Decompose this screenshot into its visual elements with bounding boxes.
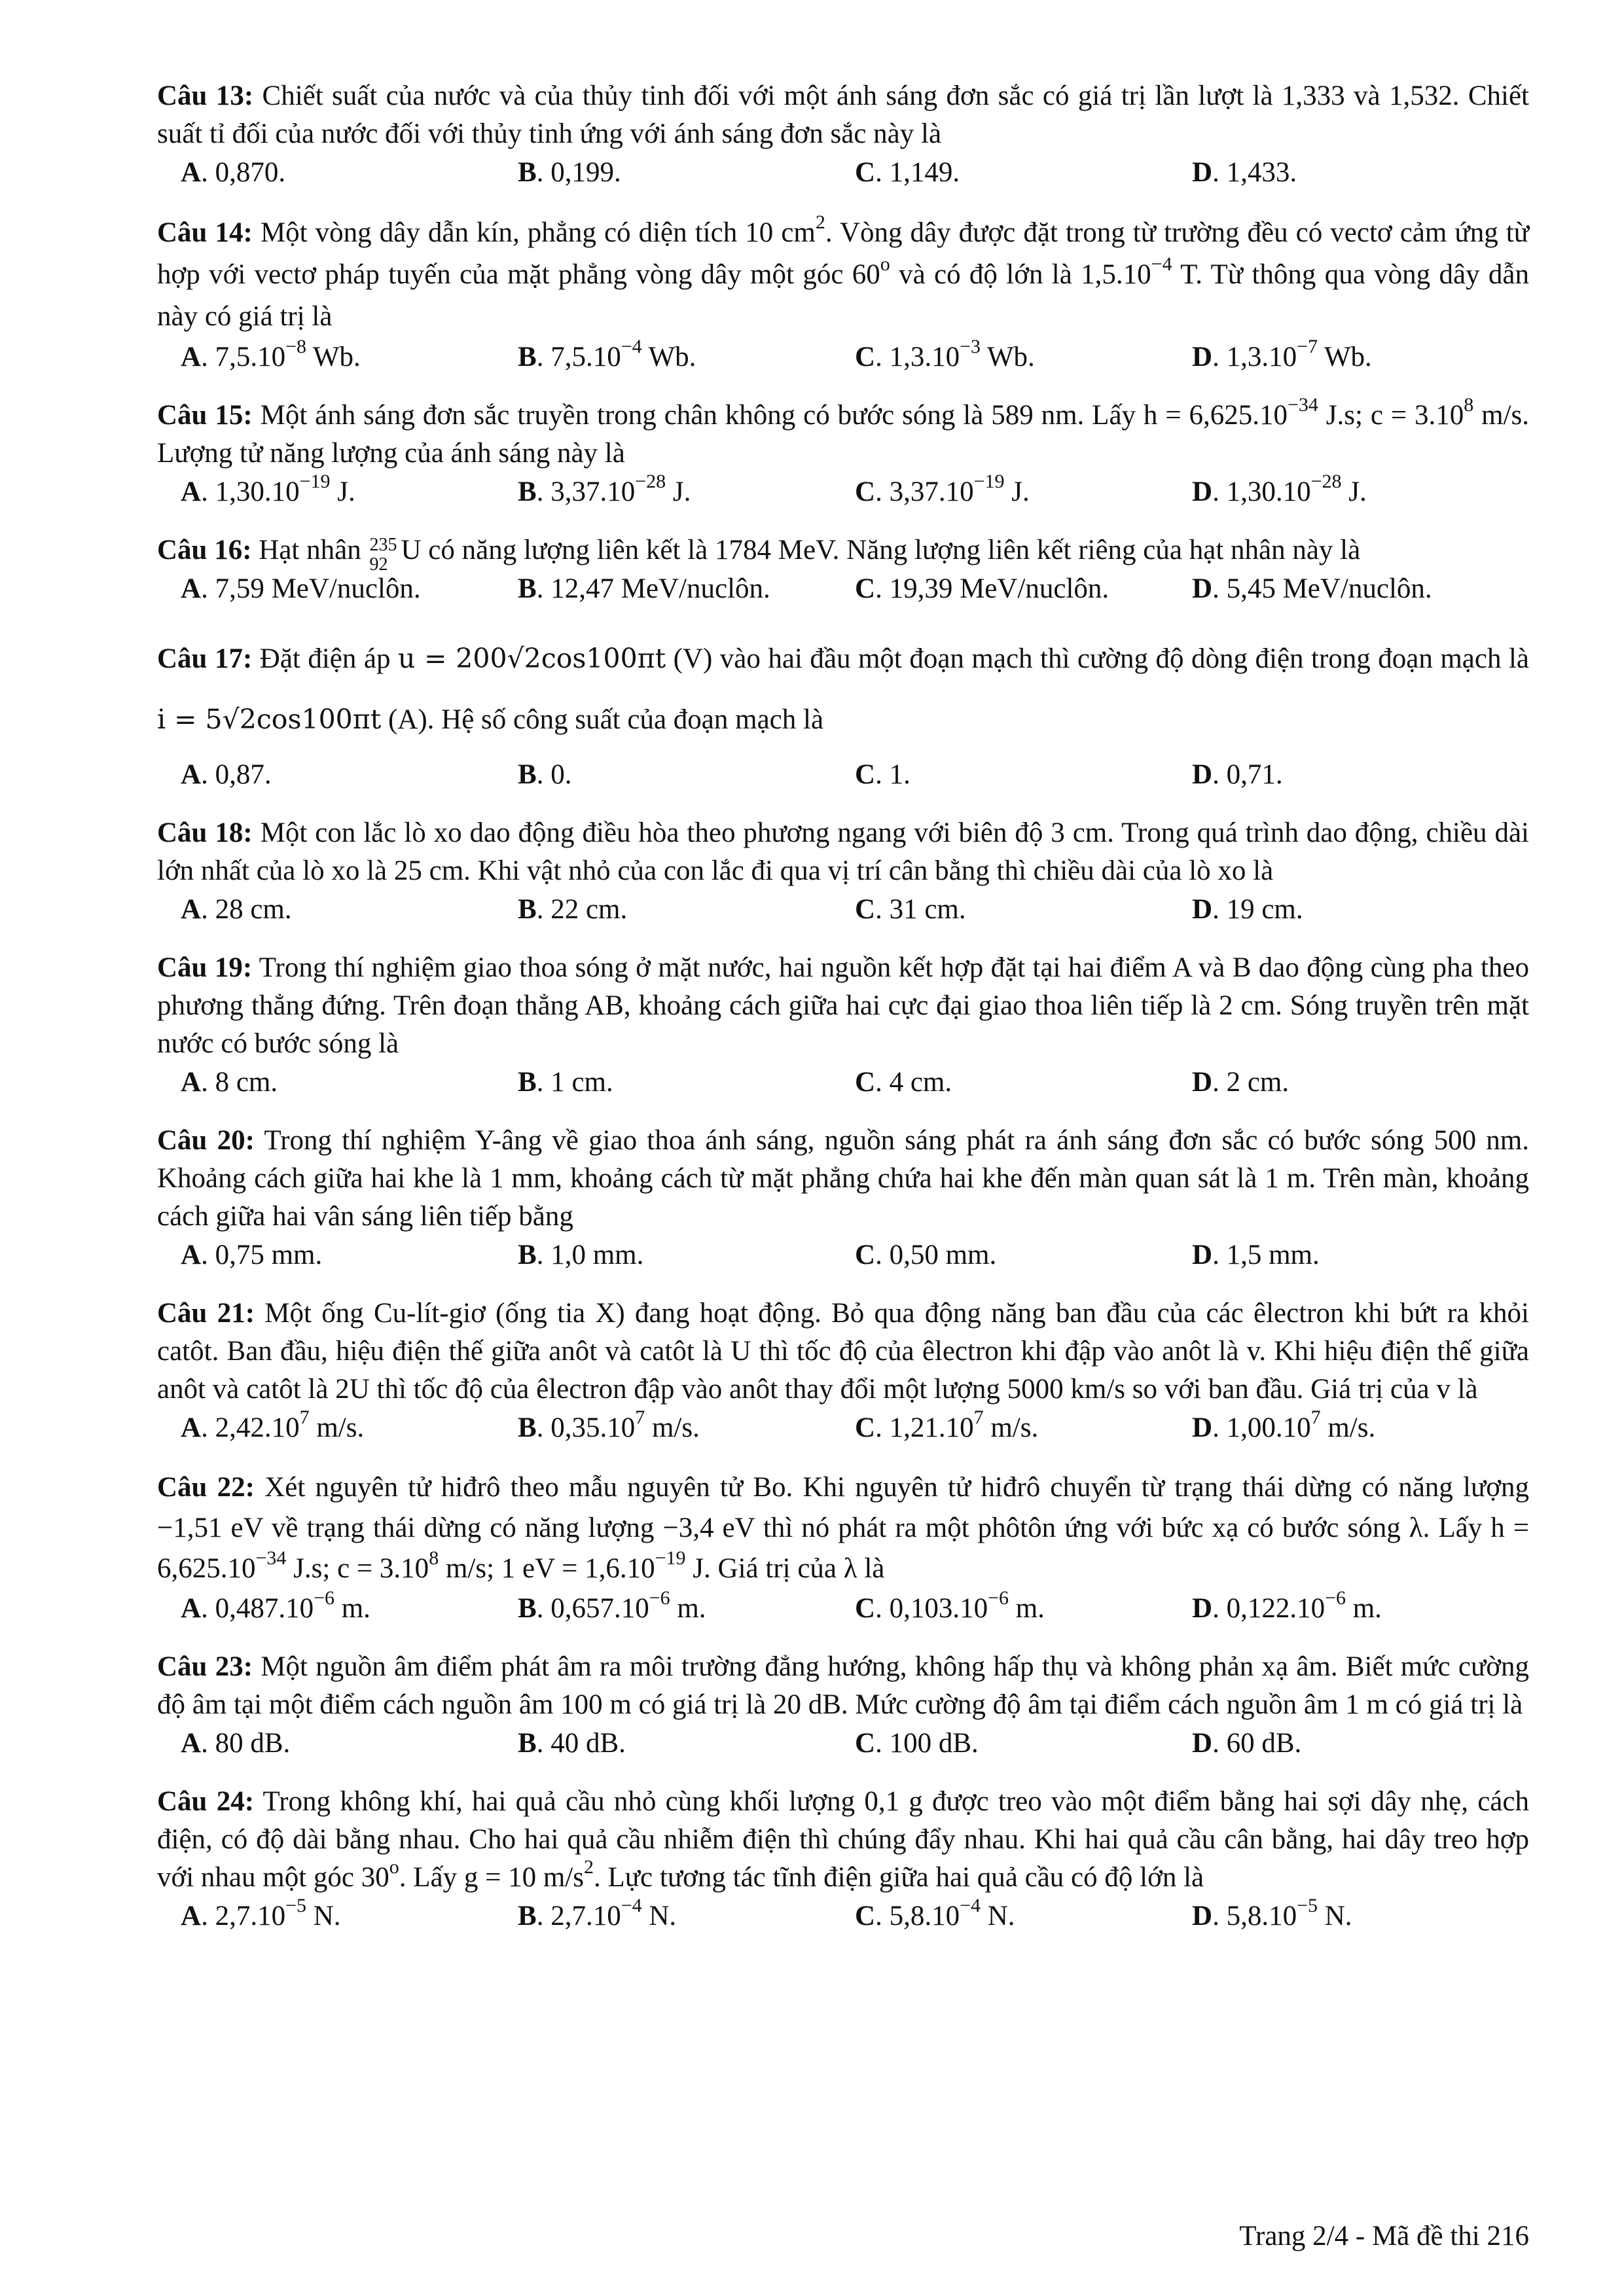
option-b[interactable]: B. 40 dB. [518,1728,626,1759]
option-c[interactable]: C. 19,39 MeV/nuclôn. [855,573,1110,604]
question-text: Một con lắc lò xo dao động điều hòa theo phương ngang với biên độ 3 cm. Trong quá trình dao động, chiều dài lớn nhất của lò xo là 25 cm. Khi vật nhỏ của con lắc đi qua vị trí cân bằng thì chiều dài của lò xo là [157,817,1530,886]
option-c[interactable]: C. 100 dB. [855,1728,979,1759]
question-text: Một ống Cu-lít-giơ (ống tia X) đang hoạt động. Bỏ qua động năng ban đầu của các êlectron khi bứt ra khỏi catôt. Ban đầu, hiệu điện thế giữa anôt và catôt là U thì tốc độ của êlectron khi đập vào anôt là v. Khi hiệu điện thế giữa anôt và catôt là 2U thì tốc độ của êlectron đập vào anôt thay đổi một lượng 5000 km/s so với ban đầu. Giá trị của v là [157,1298,1529,1405]
option-d[interactable]: D. 1,433. [1192,157,1297,188]
options-row [157,1897,1529,1936]
question-17: Câu 17: Đặt điện áp u = 200√2cos100πt (V) vào hai đầu một đoạn mạch thì cường độ dòng điện trong đoạn mạch là i = 5√2cos100πt (A). Hệ số công suất của đoạn mạch là A. 0,87. B. 0. C. 1. D. 0,71. [157,628,1529,795]
option-c[interactable]: C. 4 cm. [855,1067,952,1098]
question-label: Câu 15: [157,400,253,431]
option-a[interactable]: A. 0,75 mm. [181,1240,323,1270]
question-text: Trong thí nghiệm giao thoa sóng ở mặt nước, hai nguồn kết hợp đặt tại hai điểm A và B dao động cùng pha theo phương thẳng đứng. Trên đoạn thẳng AB, khoảng cách giữa hai cực đại giao thoa liên tiếp là 2 cm. Sóng truyền trên mặt nước có bước sóng là [157,952,1529,1059]
options-row [157,1589,1529,1628]
option-b[interactable]: B. 22 cm. [518,894,628,925]
question-label: Câu 13: [157,81,254,111]
question-label: Câu 16: [157,535,252,565]
question-label: Câu 18: [157,817,253,848]
option-a[interactable]: A. 8 cm. [181,1067,278,1098]
option-a[interactable]: A. 2,42.10$^7$ m/s. [181,1407,365,1443]
question-label: Câu 20: [157,1125,255,1156]
option-a[interactable]: A. $1,30.10^{-19}$ J. [181,471,355,507]
exam-page [157,77,1529,1956]
question-label: Câu 21: [157,1298,255,1329]
question-label: Câu 23: [157,1651,253,1682]
question-label: Câu 22: [157,1472,255,1503]
question-text: Chiết suất của nước và của thủy tinh đối với một ánh sáng đơn sắc có giá trị lần lượt là 1,333 và 1,532. Chiết suất tỉ đối của nước đối với thủy tinh ứng với ánh sáng đơn sắc này là [157,81,1529,149]
voltage-formula: u = 200√2cos100πt [397,643,666,674]
option-a[interactable]: A. 28 cm. [181,894,292,925]
option-c[interactable]: C. $1,3.10^{-3}$ Wb. [855,336,1035,372]
option-c[interactable]: C. 1. [855,759,911,790]
option-b[interactable]: B. 0,199. [518,157,621,188]
question-22: Câu 22: Xét nguyên tử hiđrô theo mẫu nguyên tử Bo. Khi nguyên tử hiđrô chuyển từ trạng thái dừng có năng lượng −1,51 eV về trạng thái dừng có năng lượng −3,4 eV thì nó phát ra một phôtôn ứng với bức xạ có bước sóng λ. Lấy $h = 6,625.10^{-34}$ J.s; $c = 3.10^8$ m/s; 1 eV = $1,6.10^{-19}$ J. Giá trị của λ là A. $0,487.10^{-6}$ m. B. $0,657.10^{-6}$ m. C. $0,103.10^{-6}$ m. D. $0,122.10^{-6}$ m. [157,1467,1529,1628]
question-label: Câu 14: [157,217,253,248]
options-row [157,153,1529,192]
question-label: Câu 19: [157,952,253,983]
options-row [157,1408,1529,1448]
question-text: Trong thí nghiệm Y-âng về giao thoa ánh sáng, nguồn sáng phát ra ánh sáng đơn sắc có bước sóng 500 nm. Khoảng cách giữa hai khe là 1 mm, khoảng cách từ mặt phẳng chứa hai khe đến màn quan sát là 1 m. Trên màn, khoảng cách giữa hai vân sáng liên tiếp bằng [157,1125,1529,1232]
question-13 [157,77,1529,192]
question-20 [157,1122,1529,1275]
options-row [157,755,1529,795]
options-row [157,1724,1529,1763]
question-label: Câu 24: [157,1786,255,1817]
option-a[interactable]: A. 0,870. [181,157,286,188]
option-b[interactable]: B. 0. [518,759,572,790]
option-b[interactable]: B. 1 cm. [518,1067,613,1098]
option-b[interactable]: B. 0,35.10$^7$ m/s. [518,1407,700,1443]
option-c[interactable]: C. 1,149. [855,157,960,188]
option-b[interactable]: B. $3,37.10^{-28}$ J. [518,471,691,507]
option-d[interactable]: D. 1,00.10$^7$ m/s. [1192,1407,1376,1443]
option-a[interactable]: A. 80 dB. [181,1728,291,1759]
question-24: Câu 24: Trong không khí, hai quả cầu nhỏ cùng khối lượng 0,1 g được treo vào một điểm bằng hai sợi dây nhẹ, cách điện, có độ dài bằng nhau. Cho hai quả cầu nhiễm điện thì chúng đẩy nhau. Khi hai quả cầu cân bằng, hai dây treo hợp với nhau một góc 30$^o$. Lấy g = 10 $m/s^2$. Lực tương tác tĩnh điện giữa hai quả cầu có độ lớn là A. $2,7.10^{-5}$ N. B. $2,7.10^{-4}$ N. C. $5,8.10^{-4}$ N. D. $5,8.10^{-5}$ N. [157,1783,1529,1936]
option-d[interactable]: D. 19 cm. [1192,894,1303,925]
option-c[interactable]: C. $5,8.10^{-4}$ N. [855,1895,1015,1931]
question-23 [157,1648,1529,1763]
option-b[interactable]: B. $7,5.10^{-4}$ Wb. [518,336,696,372]
options-row [157,569,1529,609]
option-c[interactable]: C. 0,50 mm. [855,1240,997,1270]
question-label: Câu 17: [157,643,253,674]
option-b[interactable]: B. $2,7.10^{-4}$ N. [518,1895,677,1931]
question-15: Câu 15: Một ánh sáng đơn sắc truyền trong chân không có bước sóng là 589 nm. Lấy $h = 6,625.10^{-34}$ J.s; $c = 3.10^8$ m/s. Lượng tử năng lượng của ánh sáng này là A. $1,30.10^{-19}$ J. B. $3,37.10^{-28}$ J. C. $3,37.10^{-19}$ J. D. $1,30.10^{-28}$ J. [157,397,1529,512]
option-a[interactable]: A. $0,487.10^{-6}$ m. [181,1587,370,1624]
option-c[interactable]: C. 1,21.10$^7$ m/s. [855,1407,1039,1443]
option-a[interactable]: A. $2,7.10^{-5}$ N. [181,1895,341,1931]
question-text: Một nguồn âm điểm phát âm ra môi trường đẳng hướng, không hấp thụ và không phản xạ âm. Biết mức cường độ âm tại một điểm cách nguồn âm 100 m có giá trị là 20 dB. Mức cường độ âm tại điểm cách nguồn âm 1 m có giá trị là [157,1651,1529,1720]
options-row [157,1236,1529,1275]
option-d[interactable]: D. $1,3.10^{-7}$ Wb. [1192,336,1372,372]
option-b[interactable]: B. $0,657.10^{-6}$ m. [518,1587,706,1624]
option-a[interactable]: A. $7,5.10^{-8}$ Wb. [181,336,361,372]
option-c[interactable]: C. $3,37.10^{-19}$ J. [855,471,1030,507]
option-d[interactable]: D. 0,71. [1192,759,1283,790]
option-c[interactable]: C. $0,103.10^{-6}$ m. [855,1587,1045,1624]
options-row [157,338,1529,377]
option-d[interactable]: D. 1,5 mm. [1192,1240,1320,1270]
option-d[interactable]: D. 2 cm. [1192,1067,1290,1098]
page-footer: Trang 2/4 - Mã đề thi 216 [1239,2221,1529,2251]
option-d[interactable]: D. 60 dB. [1192,1728,1302,1759]
options-row [157,890,1529,929]
question-19 [157,949,1529,1102]
option-c[interactable]: C. 31 cm. [855,894,966,925]
question-16: Câu 16: Hạt nhân 235 92 U có năng lượng liên kết là 1784 MeV. Năng lượng liên kết riêng của hạt nhân này là A. 7,59 MeV/nuclôn. B. 12,47 MeV/nuclôn. C. 19,39 MeV/nuclôn. D. 5,45 MeV/nuclôn. [157,531,1529,609]
option-a[interactable]: A. 7,59 MeV/nuclôn. [181,573,421,604]
option-b[interactable]: B. 1,0 mm. [518,1240,644,1270]
option-b[interactable]: B. 12,47 MeV/nuclôn. [518,573,770,604]
current-formula: i = 5√2cos100πt [157,704,382,735]
option-d[interactable]: D. $0,122.10^{-6}$ m. [1192,1587,1382,1624]
question-18 [157,814,1529,929]
nuclide-notation: 235 92 [369,535,397,575]
options-row [157,473,1529,512]
question-21 [157,1295,1529,1448]
option-d[interactable]: D. $1,30.10^{-28}$ J. [1192,471,1367,507]
option-d[interactable]: D. 5,45 MeV/nuclôn. [1192,573,1432,604]
options-row [157,1063,1529,1102]
option-d[interactable]: D. $5,8.10^{-5}$ N. [1192,1895,1352,1931]
option-a[interactable]: A. 0,87. [181,759,272,790]
question-14: Câu 14: Một vòng dây dẫn kín, phẳng có diện tích 10 $cm^2$. Vòng dây được đặt trong từ trường đều có vectơ cảm ứng từ hợp với vectơ pháp tuyến của mặt phẳng vòng dây một góc 60$^o$ và có độ lớn là $1,5.10^{-4}$ T. Từ thông qua vòng dây dẫn này có giá trị là A. $7,5.10^{-8}$ Wb. B. $7,5.10^{-4}$ Wb. C. $1,3.10^{-3}$ Wb. D. $1,3.10^{-7}$ Wb. [157,212,1529,377]
